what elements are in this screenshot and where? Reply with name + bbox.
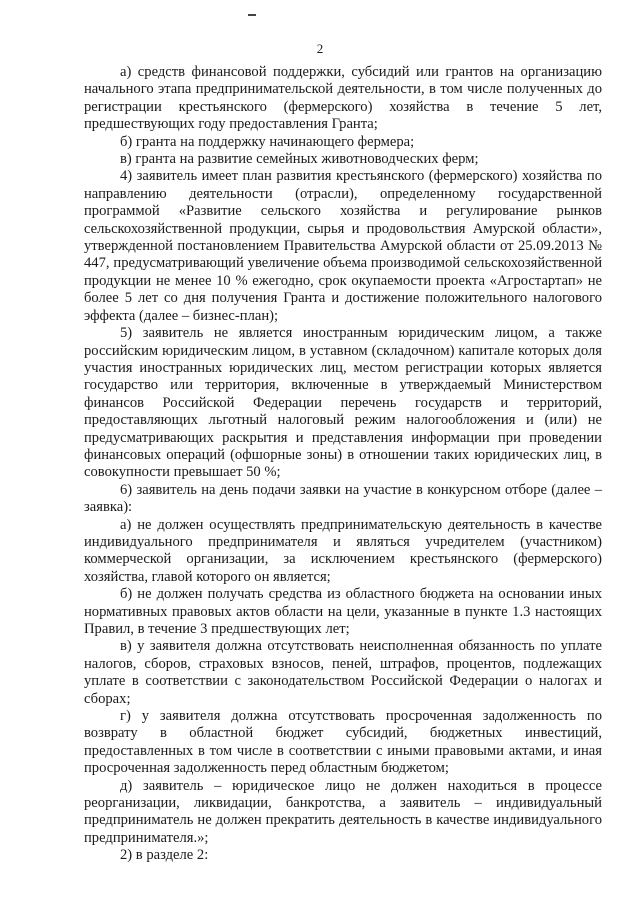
paragraph-6v: в) у заявителя должна отсутствовать неисполненная обязанность по уплате налогов, сборов, страховых взносов, пеней, штрафов, процентов, подлежащих уплате в соответствии с законодательством Российской Федерации о налогах и сборах; [84,638,602,707]
paragraph-6g: г) у заявителя должна отсутствовать просроченная задолженность по возврату в областной бюджет субсидий, бюджетных инвестиций, предоставленных в том числе в соответствии с иными правовыми актами, и иная просроченная задолженность перед областным бюджетом; [84,708,602,777]
scan-mark [248,14,256,16]
paragraph-6d: д) заявитель – юридическое лицо не должен находиться в процессе реорганизации, ликвидации, банкротства, а заявитель – индивидуальный предприниматель не должен прекратить деятельность в качестве индивидуального предпринимателя.»; [84,777,602,846]
paragraph-4-plan: 4) заявитель имеет план развития крестьянского (фермерского) хозяйства по направлению деятельности (отрасли), определенному государственной программой «Развитие сельского хозяйства и регулирование рынков сельскохозяйственной продукции, сырья и продовольствия Амурской области», утвержденной постановлением Правительства Амурской области от 25.09.2013 № 447, предусматривающий увеличение объема производимой сельскохозяйственной продукции не менее 10 % ежегодно, срок окупаемости проекта «Агростартап» не более 5 лет со дня получения Гранта и достижение положительного налогового эффекта (далее – бизнес-план); [84,168,602,324]
page-number: 2 [316,41,324,56]
paragraph-a-funds: а) средств финансовой поддержки, субсидий или грантов на организацию начального этапа предпринимательской деятельности, в том числе полученных до регистрации крестьянского (фермерского) хозяйства в течение 5 лет, предшествующих году предоставления Гранта; [84,64,602,133]
paragraph-6-application: 6) заявитель на день подачи заявки на участие в конкурсном отборе (далее – заявка): [84,481,602,516]
paragraph-v-grant: в) гранта на развитие семейных животноводческих ферм; [120,151,479,168]
paragraph-5-foreign: 5) заявитель не является иностранным юридическим лицом, а также российским юридическим лицом, в уставном (складочном) капитале которых доля участия иностранных юридических лиц, местом регистрации которых является государство или территория, включенные в утверждаемый Министерством финансов Российской Федерации перечень государств и территорий, предоставляющих льготный налоговый режим налогообложения и (или) не предусматривающих раскрытия и представления информации при проведении финансовых операций (офшорные зоны) в отношении таких юридических лиц, в совокупности превышает 50 %; [84,325,602,481]
paragraph-b-grant: б) гранта на поддержку начинающего фермера; [120,133,415,150]
paragraph-6b: б) не должен получать средства из областного бюджета на основании иных нормативных правовых актов области на цели, указанные в пункте 1.3 настоящих Правил, в течение 3 предшествующих лет; [84,586,602,637]
paragraph-section-2: 2) в разделе 2: [120,847,209,864]
paragraph-6a: а) не должен осуществлять предпринимательскую деятельность в качестве индивидуального предпринимателя и являться учредителем (участником) коммерческой организации, за исключением крестьянского (фермерского) хозяйства, главой которого он является; [84,516,602,585]
